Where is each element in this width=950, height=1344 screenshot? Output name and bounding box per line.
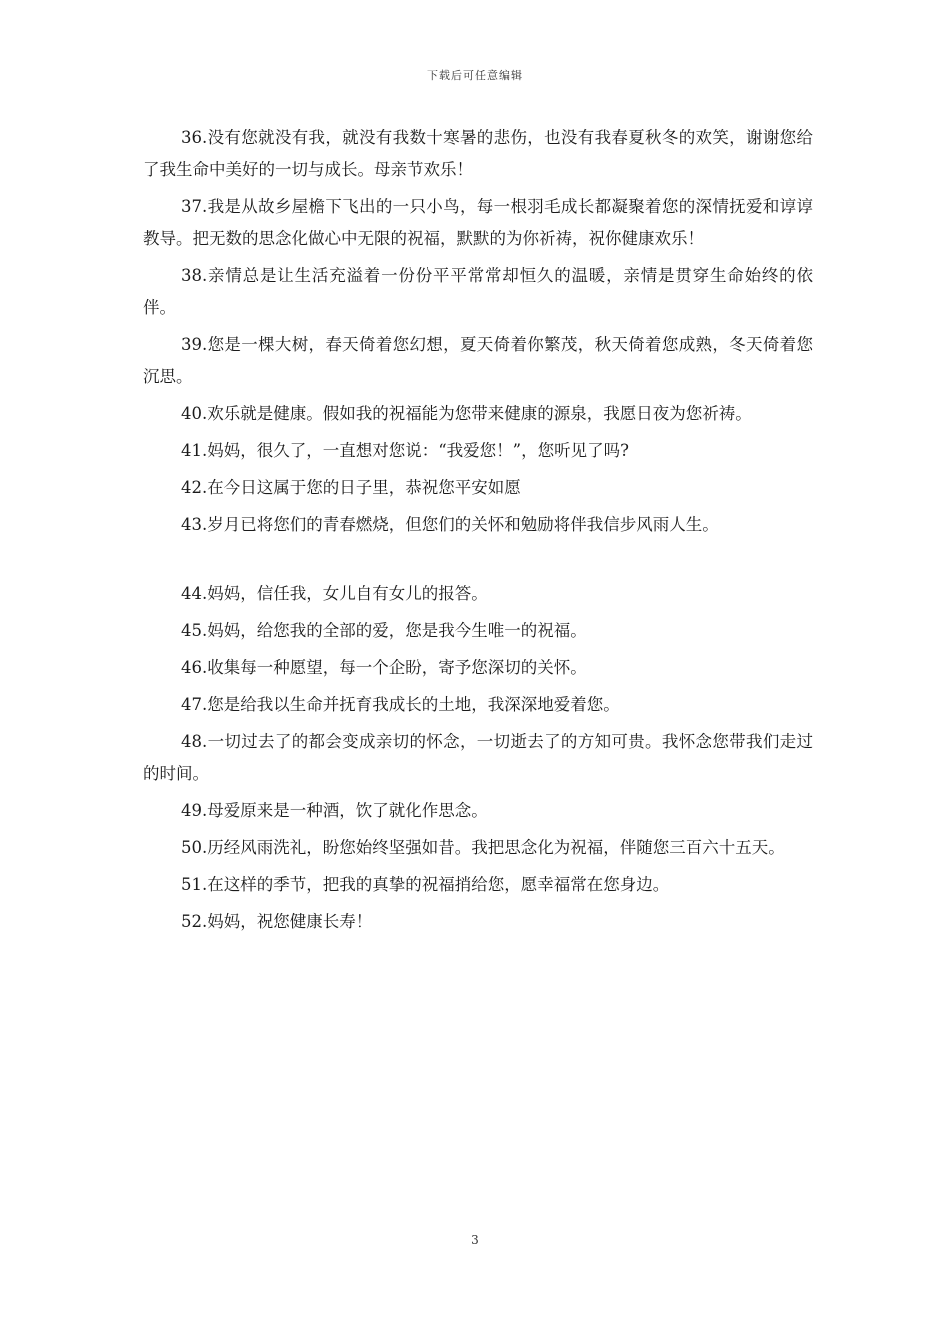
- document-body: [143, 122, 813, 943]
- paragraph-38: 38.亲情总是让生活充溢着一份份平平常常却恒久的温暖，亲情是贯穿生命始终的依伴。: [143, 266, 813, 317]
- paragraph-47: 47.您是给我以生命并抚育我成长的土地，我深深地爱着您。: [181, 695, 620, 714]
- paragraph-49: 49.母爱原来是一种酒，饮了就化作思念。: [181, 801, 488, 820]
- paragraph-52: 52.妈妈，祝您健康长寿！: [181, 912, 373, 931]
- paragraph-41: 41.妈妈，很久了，一直想对您说：“我爱您！”，您听见了吗?: [181, 441, 629, 460]
- paragraph-50: 50.历经风雨洗礼，盼您始终坚强如昔。我把思念化为祝福，伴随您三百六十五天。: [181, 838, 785, 857]
- paragraph-45: 45.妈妈，给您我的全部的爱，您是我今生唯一的祝福。: [181, 621, 587, 640]
- paragraph-39: 39.您是一棵大树，春天倚着您幻想，夏天倚着你繁茂，秋天倚着您成熟，冬天倚着您沉思。: [143, 335, 813, 386]
- paragraph-43: 43.岁月已将您们的青春燃烧，但您们的关怀和勉励将伴我信步风雨人生。: [181, 515, 719, 534]
- paragraph-44: 44.妈妈，信任我，女儿自有女儿的报答。: [181, 584, 488, 603]
- page-number: 3: [471, 1233, 479, 1247]
- paragraph-37: 37.我是从故乡屋檐下飞出的一只小鸟，每一根羽毛成长都凝聚着您的深情抚爱和谆谆教导。把无数的思念化做心中无限的祝福，默默的为你祈祷，祝你健康欢乐！: [143, 197, 813, 248]
- paragraph-42: 42.在今日这属于您的日子里，恭祝您平安如愿: [181, 478, 521, 497]
- paragraph-46: 46.收集每一种愿望，每一个企盼，寄予您深切的关怀。: [181, 658, 587, 677]
- paragraph-36: 36.没有您就没有我，就没有我数十寒暑的悲伤，也没有我春夏秋冬的欢笑，谢谢您给了我生命中美好的一切与成长。母亲节欢乐！: [143, 128, 813, 179]
- paragraph-48: 48.一切过去了的都会变成亲切的怀念，一切逝去了的方知可贵。我怀念您带我们走过的时间。: [143, 732, 813, 783]
- paragraph-51: 51.在这样的季节，把我的真挚的祝福捎给您，愿幸福常在您身边。: [181, 875, 670, 894]
- page-header: 下载后可任意编辑: [427, 69, 523, 82]
- paragraph-40: 40.欢乐就是健康。假如我的祝福能为您带来健康的源泉，我愿日夜为您祈祷。: [181, 404, 752, 423]
